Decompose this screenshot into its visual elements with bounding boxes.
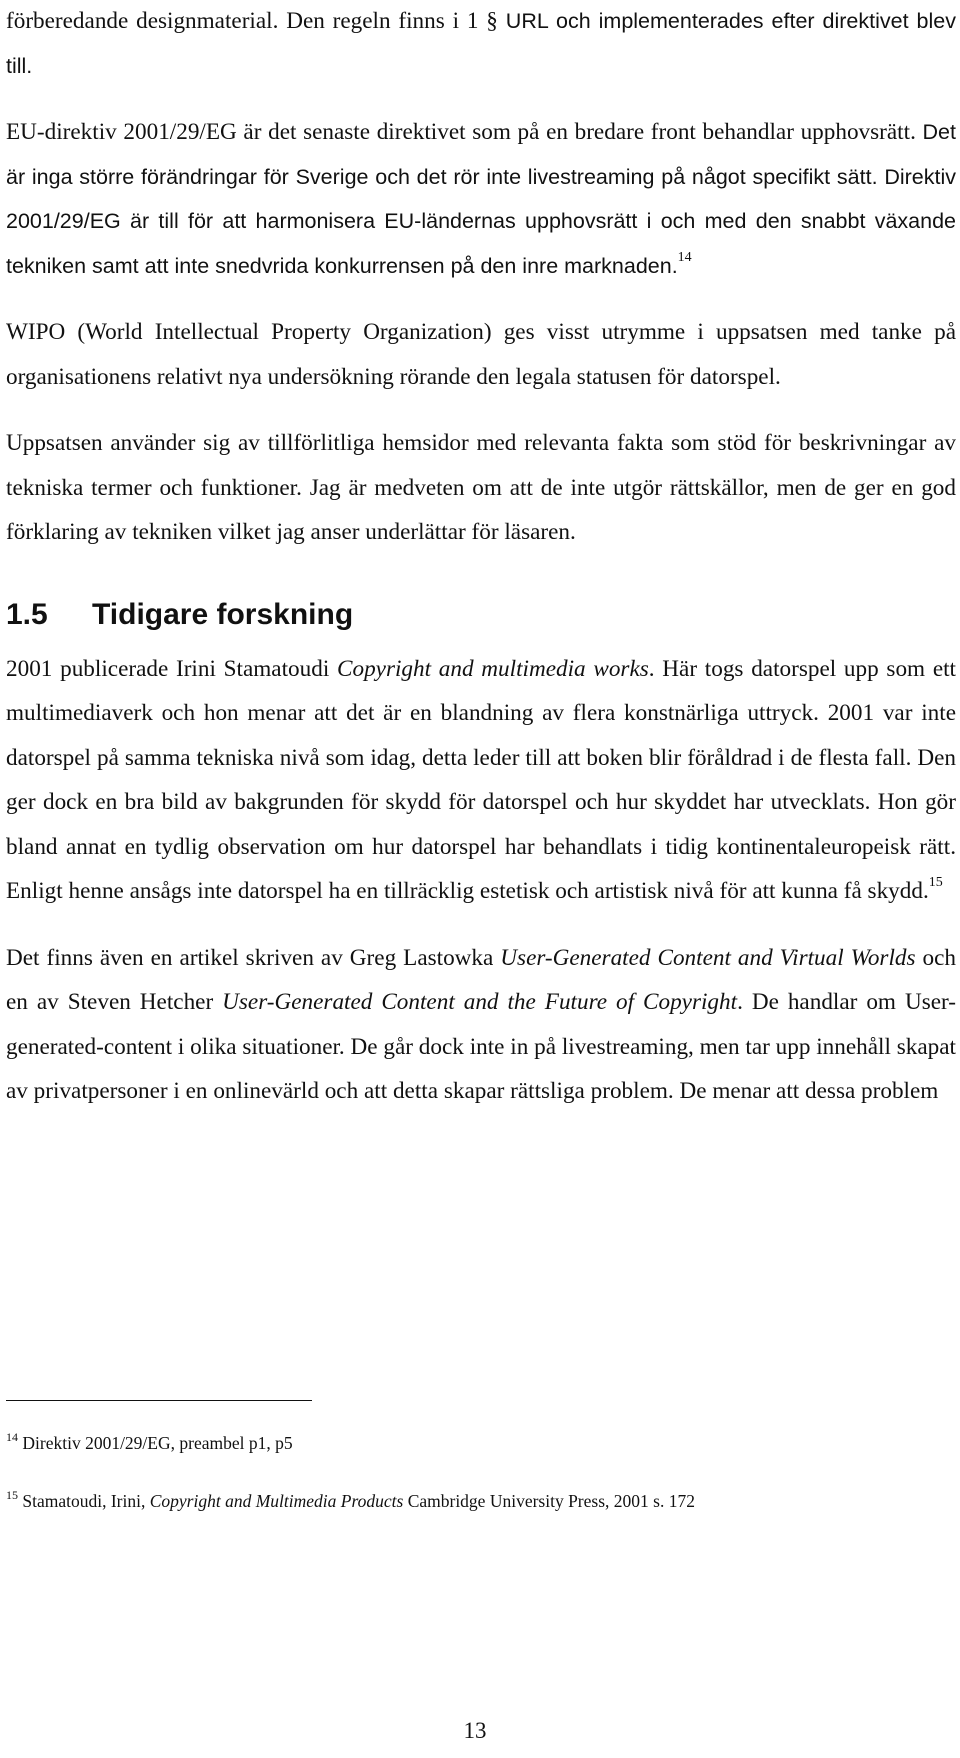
footnote-14: $^{14}$ Direktiv 2001/29/EG, preambel p1, p5 <box>6 1430 293 1453</box>
paragraph-5: 2001 publicerade Irini Stamatoudi Copyright and multimedia works. Här togs datorspel upp som ett multimediaverk och hon menar att det är en blandning av flera konstnärliga uttryck. 2001 var inte datorspel på samma tekniska nivå som idag, detta leder till att boken blir föråldrad i de flesta fall. Den ger dock en bra bild av bakgrunden för skydd för datorspel och hur skyddet har utvecklats. Hon gör bland annat en tydlig observation om hur datorspel har behandlats i tidig kontinentaleuropeisk rätt. Enligt henne ansågs inte datorspel ha en tillräcklig estetisk och artistisk nivå för att kunna få skydd.$^{15}$ <box>6 655 956 904</box>
footnotes <box>6 1400 956 1513</box>
page-number: 13 <box>463 1718 487 1743</box>
paragraph-4: Uppsatsen använder sig av tillförlitliga hemsidor med relevanta fakta som stöd för beskrivningar av tekniska termer och funktioner. Jag är medveten om att de inte utgör rättskällor, men de ger en god förklaring av tekniken vilket jag anser underlättar för läsaren. <box>6 430 956 545</box>
paragraph-1: förberedande designmaterial. Den regeln finns i 1 § URL och implementerades efter direktivet blev till. <box>6 8 956 78</box>
section-symbol: § <box>486 8 498 34</box>
section-title: Tidigare forskning <box>92 597 354 631</box>
work-title-2: User-Generated Content and the Future of Copyright <box>222 989 738 1015</box>
work-title-1: User-Generated Content and Virtual Worlds <box>500 944 916 971</box>
work-title: Copyright and multimedia works <box>337 655 649 682</box>
section-number: 1.5 <box>6 597 48 631</box>
document-page <box>6 0 956 1114</box>
footnote-15: $^{15}$ Stamatoudi, Irini, Copyright and Multimedia Products Cambridge University Press, 2001 s. 172 <box>6 1488 695 1511</box>
footnote-divider <box>6 1400 312 1401</box>
paragraph-3: WIPO (World Intellectual Property Organization) ges visst utrymme i uppsatsen med tanke på organisationens relativt nya undersökning rörande den legala statusen för datorspel. <box>6 319 956 390</box>
paragraph-2: EU-direktiv 2001/29/EG är det senaste direktivet som på en bredare front behandlar upphovsrätt. Det är inga större förändringar för Sverige och det rör inte livestreaming på något specifikt sätt. Direktiv 2001/29/EG är till för att harmonisera EU-ländernas upphovsrätt i och med den snabbt växande tekniken samt att inte snedvrida konkurrensen på den inre marknaden.$^{14}$ <box>6 119 956 278</box>
paragraph-6: Det finns även en artikel skriven av Greg Lastowka User-Generated Content and Virtual Worlds och en av Steven Hetcher User-Generated Content and the Future of Copyright. De handlar om User-generated-content i olika situationer. De går dock inte in på livestreaming, men tar upp innehåll skapat av privatpersoner i en onlinevärld och att detta skapar rättsliga problem. De menar att dessa problem <box>6 944 956 1104</box>
footnote-ref-14[interactable]: 14 <box>677 249 692 265</box>
footnote-ref-15[interactable]: 15 <box>928 875 943 890</box>
section-heading <box>6 593 956 637</box>
